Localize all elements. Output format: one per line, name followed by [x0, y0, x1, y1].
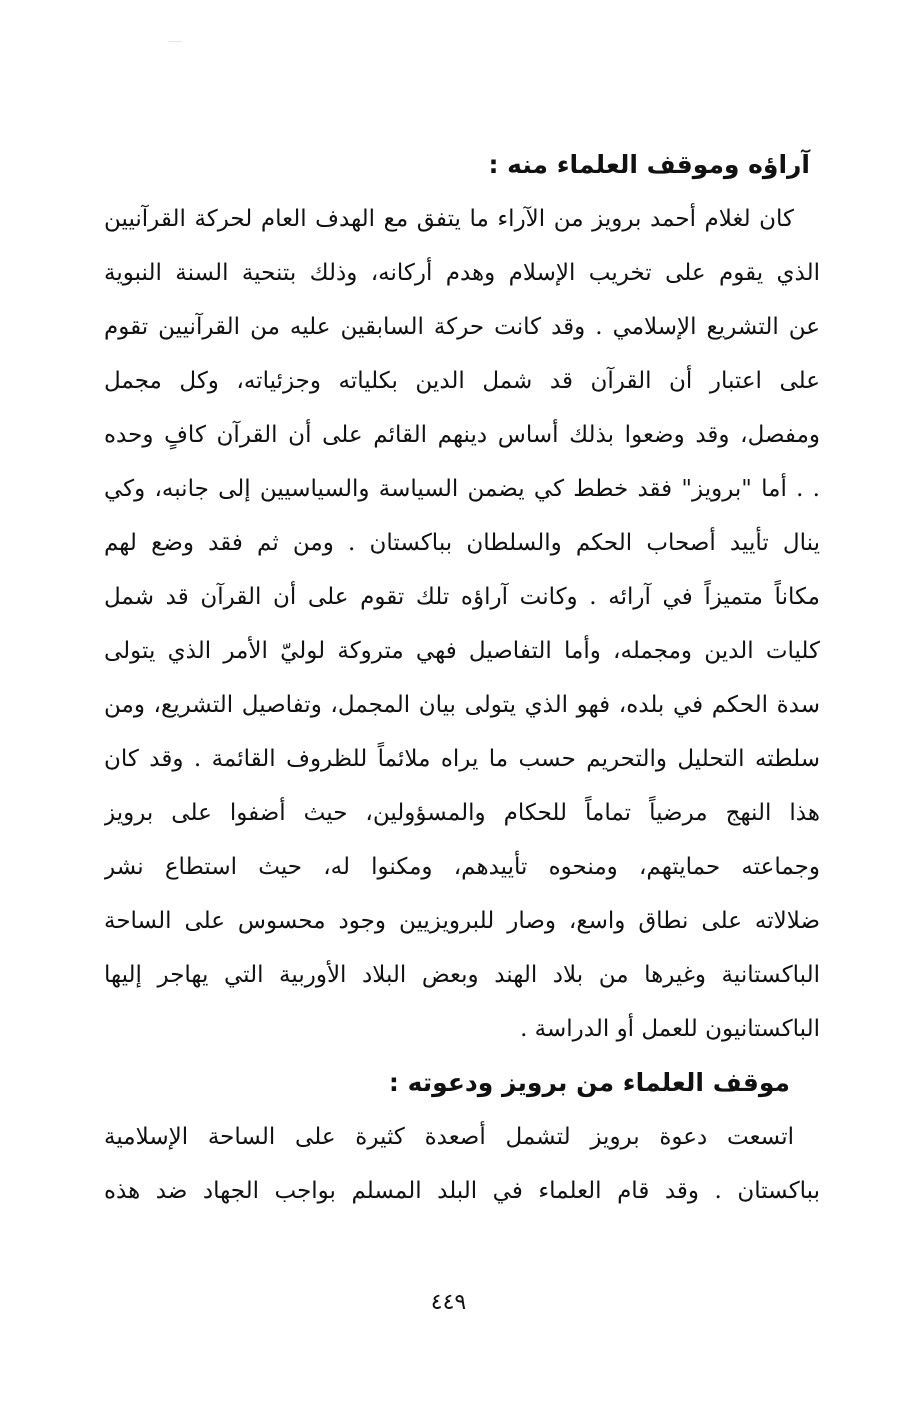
paragraph-line: ينال تأييد أصحاب الحكم والسلطان بباكستان . ومن ثم فقد وضع لهم: [104, 530, 820, 556]
paragraph-line: عن التشريع الإسلامي . وقد كانت حركة السابقين عليه من القرآنيين تقوم: [104, 314, 820, 340]
paragraph-line: كليات الدين ومجمله، وأما التفاصيل فهي متروكة لوليّ الأمر الذي يتولى: [104, 638, 820, 664]
paragraph-line: الذي يقوم على تخريب الإسلام وهدم أركانه، وذلك بتنحية السنة النبوية: [104, 260, 820, 286]
paragraph-line: ضلالاته على نطاق واسع، وصار للبرويزيين وجود محسوس على الساحة: [104, 908, 820, 934]
paragraph-line: . . أما "برويز" فقد خطط كي يضمن السياسة والسياسيين إلى جانبه، وكي: [104, 476, 820, 502]
paragraph-line: وجماعته حمايتهم، ومنحوه تأييدهم، ومكنوا له، حيث استطاع نشر: [104, 854, 820, 880]
paragraph-line: الباكستانيون للعمل أو الدراسة .: [520, 1016, 820, 1042]
scan-mark: [168, 41, 182, 42]
section-heading-views: آراؤه وموقف العلماء منه :: [488, 150, 810, 179]
paragraph-line: اتسعت دعوة برويز لتشمل أصعدة كثيرة على الساحة الإسلامية: [104, 1124, 794, 1150]
paragraph-line: سدة الحكم في بلده، فهو الذي يتولى بيان المجمل، وتفاصيل التشريع، ومن: [104, 692, 820, 718]
section-heading-scholars: موقف العلماء من برويز ودعوته :: [388, 1068, 790, 1097]
paragraph-line: سلطته التحليل والتحريم حسب ما يراه ملائماً للظروف القائمة . وقد كان: [104, 746, 820, 772]
paragraph-line: مكاناً متميزاً في آرائه . وكانت آراؤه تلك تقوم على أن القرآن قد شمل: [104, 584, 820, 610]
paragraph-line: بباكستان . وقد قام العلماء في البلد المسلم بواجب الجهاد ضد هذه: [104, 1178, 820, 1204]
paragraph-line: كان لغلام أحمد برويز من الآراء ما يتفق مع الهدف العام لحركة القرآنيين: [104, 206, 794, 232]
paragraph-line: الباكستانية وغيرها من بلاد الهند وبعض البلاد الأوربية التي يهاجر إليها: [104, 962, 820, 988]
paragraph-line: ومفصل، وقد وضعوا بذلك أساس دينهم القائم على أن القرآن كافٍ وحده: [104, 422, 820, 448]
paragraph-line: هذا النهج مرضياً تماماً للحكام والمسؤولين، حيث أضفوا على برويز: [104, 800, 820, 826]
page-body: [104, 138, 820, 1218]
page-number: ٤٤٩: [430, 1290, 467, 1315]
paragraph-line: على اعتبار أن القرآن قد شمل الدين بكلياته وجزئياته، وكل مجمل: [104, 368, 820, 394]
